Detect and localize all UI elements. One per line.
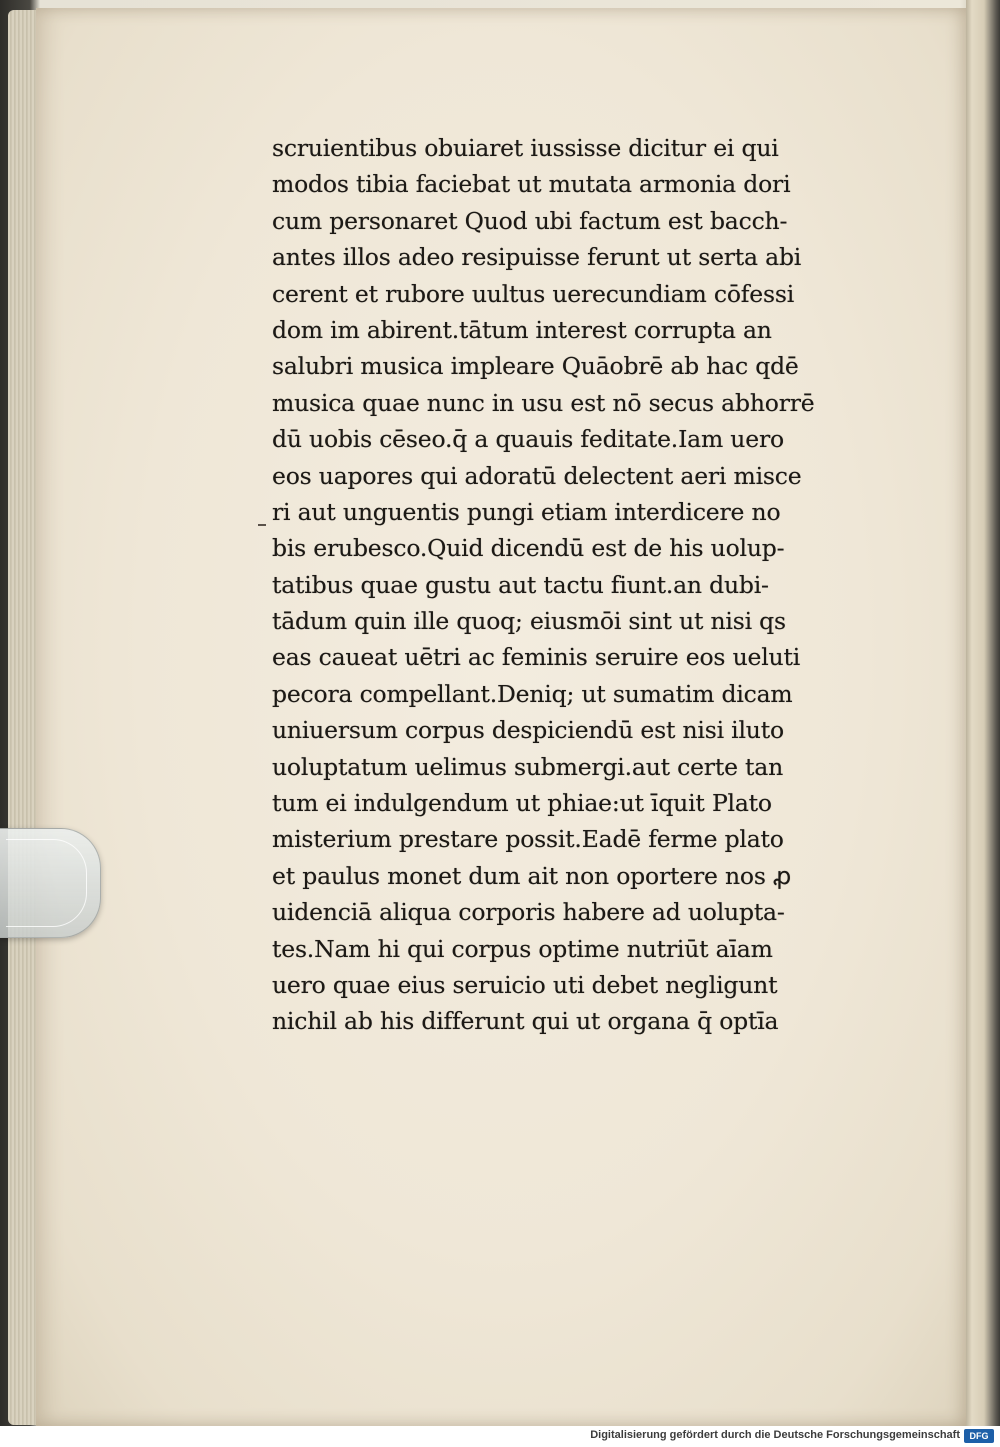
text-line: ri aut unguentis pungi etiam interdicere no bbox=[272, 497, 781, 526]
text-line: eas caueat uētri ac feminis seruire eos ueluti bbox=[272, 643, 801, 672]
footer-bar bbox=[0, 1426, 1000, 1447]
text-line: nichil ab his differunt qui ut organa q̄ optīa bbox=[272, 1007, 779, 1036]
margin-mark bbox=[258, 524, 266, 526]
dfg-logo: DFG bbox=[964, 1429, 994, 1443]
text-line: cum personaret Quod ubi factum est bacch- bbox=[272, 206, 788, 235]
text-line: tes.Nam hi qui corpus optime nutriūt aīam bbox=[272, 934, 773, 963]
text-line: dū uobis cēseo.q̄ a quauis feditate.Iam uero bbox=[272, 425, 784, 454]
facing-page-edge bbox=[966, 0, 1000, 1430]
text-line: et paulus monet dum ait non oportere nos ꝓ bbox=[272, 861, 791, 890]
incunable-text-block bbox=[272, 130, 932, 1040]
page-clip-highlight bbox=[6, 839, 87, 927]
text-line: pecora compellant.Deniq; ut sumatim dicam bbox=[272, 679, 793, 708]
text-line: eos uapores qui adoratū delectent aeri misce bbox=[272, 461, 802, 490]
text-line: scruientibus obuiaret iussisse dicitur ei qui bbox=[272, 134, 779, 162]
text-line: cerent et rubore uultus uerecundiam cōfessi bbox=[272, 279, 795, 308]
text-line: antes illos adeo resipuisse ferunt ut serta abi bbox=[272, 243, 802, 272]
text-line: tatibus quae gustu aut tactu fiunt.an dubi- bbox=[272, 570, 769, 599]
text-line: modos tibia faciebat ut mutata armonia dori bbox=[272, 170, 791, 199]
text-line: uero quae eius seruicio uti debet negligunt bbox=[272, 970, 778, 999]
text-line: salubri musica impleare Quāobrē ab hac qdē bbox=[272, 352, 799, 381]
text-line: uoluptatum uelimus submergi.aut certe tan bbox=[272, 752, 784, 781]
funding-credit: Digitalisierung gefördert durch die Deutsche Forschungsgemeinschaft bbox=[590, 1429, 960, 1441]
text-line: uidenciā aliqua corporis habere ad uolupta- bbox=[272, 898, 785, 927]
text-line: tum ei indulgendum ut phiae:ut īquit Plato bbox=[272, 789, 772, 818]
text-line: dom im abirent.tātum interest corrupta an bbox=[272, 315, 772, 344]
text-line: musica quae nunc in usu est nō secus abhorrē bbox=[272, 388, 815, 417]
text-line: tādum quin ille quoq; eiusmōi sint ut nisi qs bbox=[272, 607, 786, 636]
text-line: bis erubesco.Quid dicendū est de his uolup- bbox=[272, 534, 785, 563]
page-clip bbox=[0, 828, 101, 938]
text-line: uniuersum corpus despiciendū est nisi iluto bbox=[272, 716, 784, 745]
text-line: misterium prestare possit.Eadē ferme plato bbox=[272, 825, 784, 854]
